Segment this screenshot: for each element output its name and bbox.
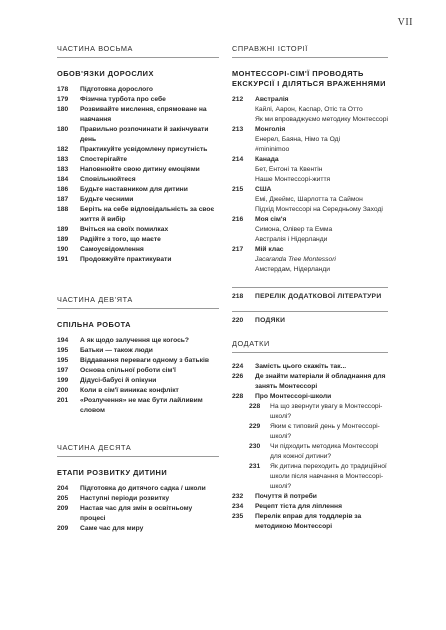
entry-title: Монголія [255, 126, 286, 133]
page-ref: 224 [232, 363, 244, 370]
entry-list [57, 336, 219, 416]
entry-title: Будьте чесними [80, 196, 134, 203]
page-ref: 209 [57, 525, 69, 532]
entry-title: ПЕРЕЛІК ДОДАТКОВОЇ ЛІТЕРАТУРИ [255, 293, 382, 300]
entry-title: Канада [255, 156, 279, 163]
page-ref: 215 [232, 186, 244, 193]
page-ref: 180 [57, 126, 69, 133]
entry-title: Батьки — також люди [80, 347, 153, 354]
page-ref: 178 [57, 86, 69, 93]
part-title: МОНТЕССОРІ-СІМ'Ї ПРОВОДЯТЬ ЕКСКУРСІЇ І ДІЛЯТЬСЯ ВРАЖЕННЯМИ [232, 69, 386, 88]
entry-title: Як дитина переходить до традиційної школи після навчання в Монтессорі-школі? [270, 463, 387, 490]
toc-entry[interactable] [57, 165, 219, 175]
toc-entry[interactable] [57, 225, 219, 235]
page-ref: 194 [57, 337, 69, 344]
entry-subtitle: #mininimoo [255, 146, 290, 153]
page-ref: 213 [232, 126, 244, 133]
page-ref: 204 [57, 485, 69, 492]
entry-list [232, 362, 388, 532]
toc-entry[interactable] [57, 185, 219, 195]
page-ref: 191 [57, 256, 69, 263]
entry-title: Розвивайте мислення, спрямоване на навчання [80, 106, 207, 123]
toc-entry[interactable] [232, 392, 388, 402]
page-ref: 189 [57, 226, 69, 233]
toc-entry[interactable] [232, 185, 388, 195]
toc-entry[interactable] [57, 235, 219, 245]
page-number: VII [397, 17, 413, 28]
toc-entry[interactable] [232, 362, 388, 372]
page-ref: 187 [57, 196, 69, 203]
entry-title: Продовжуйте практикувати [80, 256, 172, 263]
toc-entry[interactable] [57, 504, 219, 524]
entry-subtitle: Jacaranda Tree Montessori [255, 256, 336, 263]
page-ref: 232 [232, 493, 244, 500]
toc-entry[interactable] [232, 245, 388, 255]
entry-title: Наступні періоди розвитку [80, 495, 170, 502]
entry-title: Коли в сім'ї виникає конфлікт [80, 387, 179, 394]
part-label: СПРАВЖНІ ІСТОРІЇ [232, 44, 388, 58]
page-ref: 218 [232, 293, 244, 300]
part-title: ОБОВ'ЯЗКИ ДОРОСЛИХ [57, 69, 154, 78]
toc-entry[interactable] [232, 492, 388, 502]
page-ref: 182 [57, 146, 69, 153]
toc-entry[interactable] [57, 366, 219, 376]
toc-entry[interactable] [232, 502, 388, 512]
entry-title: Чи підходить методика Монтессорі для кожної дитини? [270, 443, 379, 460]
entry-title: Моя сім'я [255, 216, 287, 223]
page-ref: 195 [57, 357, 69, 364]
toc-entry[interactable] [232, 215, 388, 225]
page-ref: 200 [57, 387, 69, 394]
page-ref: 205 [57, 495, 69, 502]
entry-title: Правильно розпочинати й закінчувати день [80, 126, 209, 143]
page-ref: 230 [249, 443, 261, 450]
page-ref: 183 [57, 166, 69, 173]
toc-entry[interactable] [57, 125, 219, 145]
entry-title: Наповнюйте свою дитину емоціями [80, 166, 200, 173]
page-ref: 199 [57, 377, 69, 384]
page-ref: 190 [57, 246, 69, 253]
entry-title: Перелік вправ для тоддлерів за методикою Монтессорі [255, 513, 362, 530]
entry-title: ПОДЯКИ [255, 317, 286, 324]
toc-entry[interactable] [232, 125, 388, 135]
entry-title: Будьте наставником для дитини [80, 186, 188, 193]
toc-entry[interactable] [57, 346, 219, 356]
toc-entry-reading[interactable] [232, 287, 388, 306]
entry-title: Настав час для змін в освітньому процесі [80, 505, 193, 522]
toc-sub-entry[interactable] [232, 462, 388, 492]
entry-title: «Розлучення» не має бути лайливим словом [80, 397, 203, 414]
toc-entry[interactable] [57, 336, 219, 346]
toc-right-column [232, 44, 388, 532]
entry-title: Підготовка дорослого [80, 86, 153, 93]
toc-entry[interactable] [232, 95, 388, 105]
entry-title: Практикуйте усвідомлену присутність [80, 146, 208, 153]
entry-title: Самоусвідомлення [80, 246, 144, 253]
toc-entry[interactable] [57, 376, 219, 386]
entry-subtitle: Енерел, Баяна, Німо та Оді [255, 136, 341, 143]
entry-list [57, 484, 219, 534]
entry-title: На що звернути увагу в Монтессорі-школі? [270, 403, 383, 420]
toc-sub-entry[interactable] [232, 402, 388, 422]
entry-title: Основа спільної роботи сім'ї [80, 367, 176, 374]
page-ref: 220 [232, 317, 244, 324]
part-label: ЧАСТИНА ДЕВ'ЯТА [57, 295, 219, 309]
entry-title: США [255, 186, 272, 193]
page-ref: 189 [57, 236, 69, 243]
page-ref: 184 [57, 176, 69, 183]
toc-entry[interactable] [57, 85, 219, 95]
part-label: ЧАСТИНА ДЕСЯТА [57, 443, 219, 457]
toc-entry[interactable] [57, 494, 219, 504]
entry-subtitle: Емі, Джеймс, Шарлотта та Саймон [255, 196, 363, 203]
entry-title: Саме час для миру [80, 525, 144, 532]
page-ref: 209 [57, 505, 69, 512]
entry-title: Фізична турбота про себе [80, 96, 166, 103]
entry-title: Радійте з того, що маєте [80, 236, 161, 243]
page-ref: 229 [249, 423, 261, 430]
entry-title: Мій клас [255, 246, 284, 253]
page-ref: 235 [232, 513, 244, 520]
toc-sub-entry[interactable] [232, 442, 388, 462]
entry-title: Яким є типовий день у Монтессорі-школі? [270, 423, 380, 440]
entry-title: Спостерігайте [80, 156, 128, 163]
entry-subtitle: Австралія і Нідерланди [255, 236, 328, 243]
entry-title: Де знайти матеріали й обладнання для занять Монтессорі [255, 373, 386, 390]
toc-entry[interactable] [57, 175, 219, 185]
entry-title: Віддавання переваги одному з батьків [80, 357, 209, 364]
entry-subtitle: Наше Монтессорі-життя [255, 176, 331, 183]
page-ref: 228 [232, 393, 244, 400]
page-ref: 201 [57, 397, 69, 404]
entry-title: Підготовка до дитячого садка / школи [80, 485, 206, 492]
entry-title: А як щодо залучення ще когось? [80, 337, 189, 344]
page-ref: 214 [232, 156, 244, 163]
toc-entry[interactable] [232, 155, 388, 165]
toc-entry[interactable] [57, 95, 219, 105]
toc-entry[interactable] [57, 195, 219, 205]
toc-entry[interactable] [232, 372, 388, 392]
page-ref: 228 [249, 403, 261, 410]
entry-list [232, 95, 388, 275]
toc-entry[interactable] [57, 386, 219, 396]
part-title: СПІЛЬНА РОБОТА [57, 320, 131, 329]
entry-subtitle: Амстердам, Нідерланди [255, 266, 330, 273]
entry-title: Сповільнюйтеся [80, 176, 136, 183]
entry-title: Австралія [255, 96, 289, 103]
page-ref: 231 [249, 463, 261, 470]
toc-entry[interactable] [57, 396, 219, 416]
toc-left-column [57, 44, 219, 534]
entry-subtitle: Кайлі, Аарон, Каспар, Отіс та Отто [255, 106, 363, 113]
toc-entry[interactable] [57, 356, 219, 366]
toc-entry-thanks[interactable] [232, 311, 388, 330]
toc-entry[interactable] [57, 105, 219, 125]
entry-title: Беріть на себе відповідальність за своє життя й вибір [80, 206, 215, 223]
toc-entry[interactable] [232, 512, 388, 532]
page-ref: 186 [57, 186, 69, 193]
entry-title: Дідусі-бабусі й опікуни [80, 377, 157, 384]
toc-entry[interactable] [57, 245, 219, 255]
page-ref: 180 [57, 106, 69, 113]
page-ref: 197 [57, 367, 69, 374]
entry-subtitle: Як ми впроваджуємо методику Монтессорі [255, 116, 388, 123]
entry-subtitle: Бет, Ентоні та Квентін [255, 166, 323, 173]
part-label: ДОДАТКИ [232, 339, 388, 353]
page-ref: 188 [57, 206, 69, 213]
toc-entry[interactable] [57, 205, 219, 225]
entry-list [57, 85, 219, 265]
page-ref: 183 [57, 156, 69, 163]
toc-entry[interactable] [57, 145, 219, 155]
entry-subtitle: Підхід Монтессорі на Середньому Заході [255, 206, 383, 213]
entry-title: Про Монтессорі-школи [255, 393, 332, 400]
part-title: ЕТАПИ РОЗВИТКУ ДИТИНИ [57, 468, 168, 477]
page-ref: 212 [232, 96, 244, 103]
page-ref: 195 [57, 347, 69, 354]
page-ref: 216 [232, 216, 244, 223]
page-ref: 234 [232, 503, 244, 510]
entry-subtitle: Симона, Олівер та Емма [255, 226, 333, 233]
toc-entry[interactable] [57, 524, 219, 534]
toc-sub-entry[interactable] [232, 422, 388, 442]
page-ref: 179 [57, 96, 69, 103]
entry-title: Вчіться на своїх помилках [80, 226, 169, 233]
page-ref: 226 [232, 373, 244, 380]
part-label: ЧАСТИНА ВОСЬМА [57, 44, 219, 58]
toc-entry[interactable] [57, 255, 219, 265]
entry-title: Рецепт тіста для ліплення [255, 503, 342, 510]
page-ref: 217 [232, 246, 244, 253]
toc-entry[interactable] [57, 155, 219, 165]
entry-title: Замість цього скажіть так... [255, 363, 347, 370]
entry-title: Почуття й потреби [255, 493, 317, 500]
toc-entry[interactable] [57, 484, 219, 494]
